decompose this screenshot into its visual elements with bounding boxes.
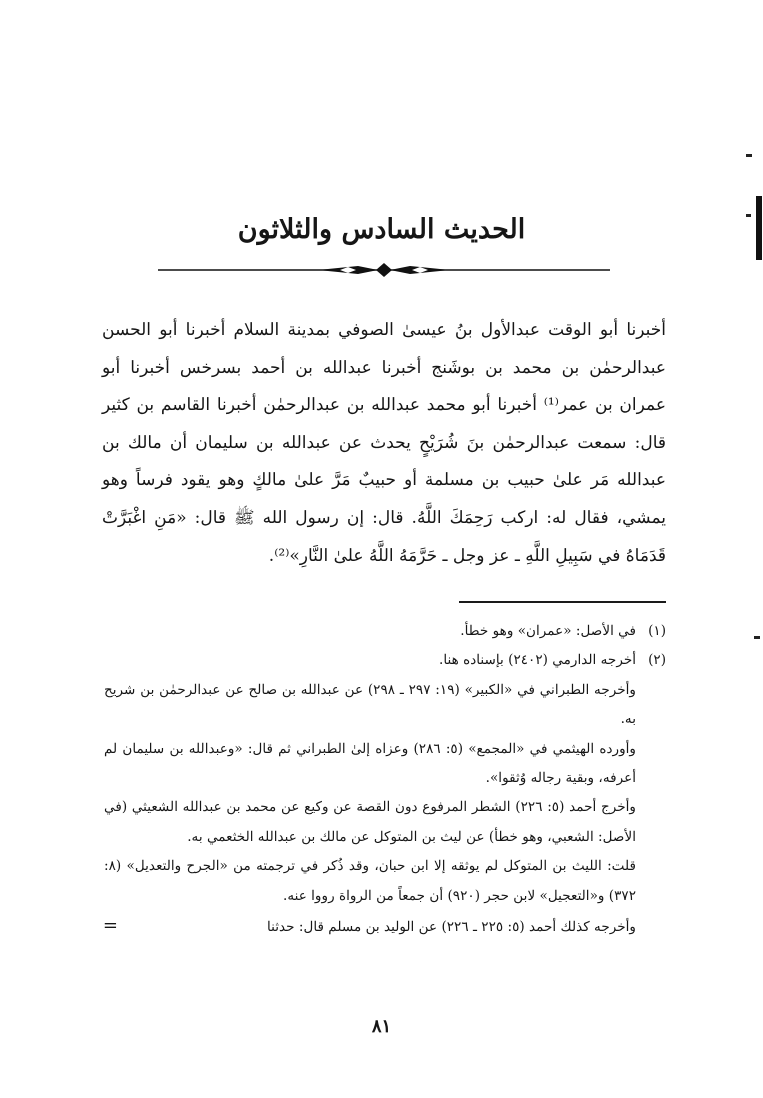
page-title: الحديث السادس والثلاثون (237, 214, 526, 245)
footnotes (104, 617, 666, 942)
margin-mark (746, 154, 752, 157)
page-number: ٨١ (371, 1016, 392, 1037)
footnote-number: (٢) (648, 652, 666, 669)
title-ornament (158, 260, 610, 280)
footnote-paragraph-continued (104, 911, 666, 942)
footnote-number: (١) (648, 623, 666, 639)
footnote-paragraph-text: وأخرجه كذلك أحمد (٥: ٢٢٥ ـ ٢٢٦) عن الوليد بن مسلم قال: حدثنا (266, 919, 636, 936)
continuation-mark: = (102, 915, 118, 937)
footnote-paragraph: قلت: الليث بن المتوكل لم يوثقه إلا ابن حبان، وقد ذُكر في ترجمته من «الجرح والتعديل» (٨: ٣٧٢) و«التعجيل» لابن حجر (٩٢٠) أن جمعاً من الرواة رووا عنه. (104, 858, 636, 904)
margin-mark (754, 636, 760, 639)
footnote-separator (459, 601, 666, 603)
footnote-paragraph: وأورده الهيثمي في «المجمع» (٥: ٢٨٦) وعزاه إلىٰ الطبراني ثم قال: «وعبدالله بن سليمان لم أعرفه، وبقية رجاله وُثقوا». (104, 740, 636, 787)
hadith-paragraph: أخبرنا أبو الوقت عبدالأول بنُ عيسىٰ الصوفي بمدينة السلام أخبرنا أبو الحسن عبدالرحمٰن بن محمد بن بوشَنج أخبرنا عبدالله بن أحمد بسرخس أخبرنا أبو عمران بن عمر⁽¹⁾ أخبرنا أبو محمد عبدالله بن عبدالرحمٰن أخبرنا القاسم بن كثير قال: سمعت عبدالرحمٰن بنَ شُرَيْحٍ يحدث عن عبدالله بن سليمان أن مالك بن عبدالله مَر علىٰ حبيب بن مسلمة أو حبيبٌ مَرَّ علىٰ مالكٍ وهو يقود فرساً وهو يمشي، فقال له: اركب رَحِمَكَ اللَّهُ. قال: إن رسول الله ﷺ قال: «مَنِ اغْبَرَّتْ قَدَمَاهُ في سَبِيلِ اللَّهِ ـ عز وجل ـ حَرَّمَهُ اللَّهُ علىٰ النَّارِ»⁽²⁾. (102, 320, 666, 566)
footnote-paragraph: وأخرجه الطبراني في «الكبير» (١٩: ٢٩٧ ـ ٢٩٨) عن عبدالله بن صالح عن عبدالرحمٰن بن شريح به. (104, 681, 636, 728)
footnote-2 (104, 646, 666, 675)
footnote-text: في الأصل: «عمران» وهو خطأ. (460, 623, 636, 639)
footnote-1 (104, 617, 666, 646)
hadith-text (102, 312, 666, 575)
footnote-paragraph: وأخرج أحمد (٥: ٢٢٦) الشطر المرفوع دون القصة عن وكيع عن محمد بن عبدالله الشعيثي (في الأصل: الشعبي، وهو خطأ) عن ليث بن المتوكل عن مالك بن عبدالله الخثعمي به. (104, 799, 636, 845)
footnote-text: أخرجه الدارمي (٢٤٠٢) بإسناده هنا. (439, 652, 636, 669)
